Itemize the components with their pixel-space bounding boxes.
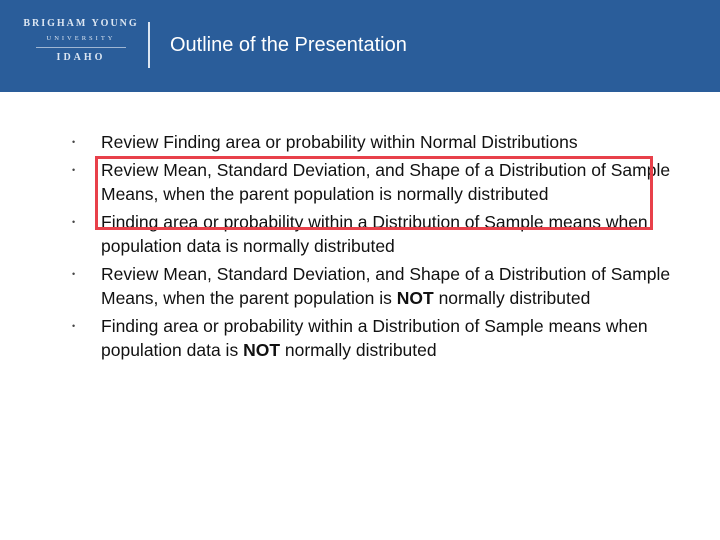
outline-item-4 bbox=[70, 262, 690, 310]
header-bar bbox=[0, 0, 720, 92]
slide-title: Outline of the Presentation bbox=[170, 34, 407, 56]
university-logo bbox=[20, 18, 142, 68]
outline-item-2 bbox=[70, 158, 690, 206]
header-divider bbox=[148, 22, 150, 68]
emphasis-not: NOT bbox=[396, 288, 434, 308]
bullet-icon: • bbox=[72, 165, 76, 175]
bullet-icon: • bbox=[72, 269, 76, 279]
outline-list bbox=[70, 130, 690, 366]
outline-item-1 bbox=[70, 130, 690, 154]
logo-text-line3: IDAHO bbox=[56, 52, 106, 63]
logo-text-line1: BRIGHAM YOUNG bbox=[23, 18, 139, 29]
outline-item-text: Finding area or probability within a Distribution of Sample means when population data is normally distributed bbox=[101, 212, 648, 256]
bullet-icon: • bbox=[72, 217, 76, 227]
bullet-icon: • bbox=[72, 137, 76, 147]
logo-text-line2: UNIVERSITY bbox=[46, 35, 116, 42]
outline-item-3 bbox=[70, 210, 690, 258]
outline-item-text: Review Mean, Standard Deviation, and Shape of a Distribution of Sample Means, when the parent population is normally distributed bbox=[101, 160, 671, 204]
outline-item-text-after: normally distributed bbox=[433, 288, 591, 308]
emphasis-not: NOT bbox=[243, 340, 281, 360]
outline-item-text-after: normally distributed bbox=[280, 340, 437, 360]
outline-item-5 bbox=[70, 314, 690, 362]
logo-rule bbox=[36, 47, 126, 48]
outline-item-text-before: Finding area or probability within a Distribution of Sample means when population data is bbox=[101, 316, 648, 360]
outline-item-text-before: Review Mean, Standard Deviation, and Shape of a Distribution of Sample Means, when the parent population is bbox=[101, 264, 671, 308]
bullet-icon: • bbox=[72, 321, 76, 331]
outline-item-text: Review Finding area or probability within Normal Distributions bbox=[101, 132, 578, 152]
